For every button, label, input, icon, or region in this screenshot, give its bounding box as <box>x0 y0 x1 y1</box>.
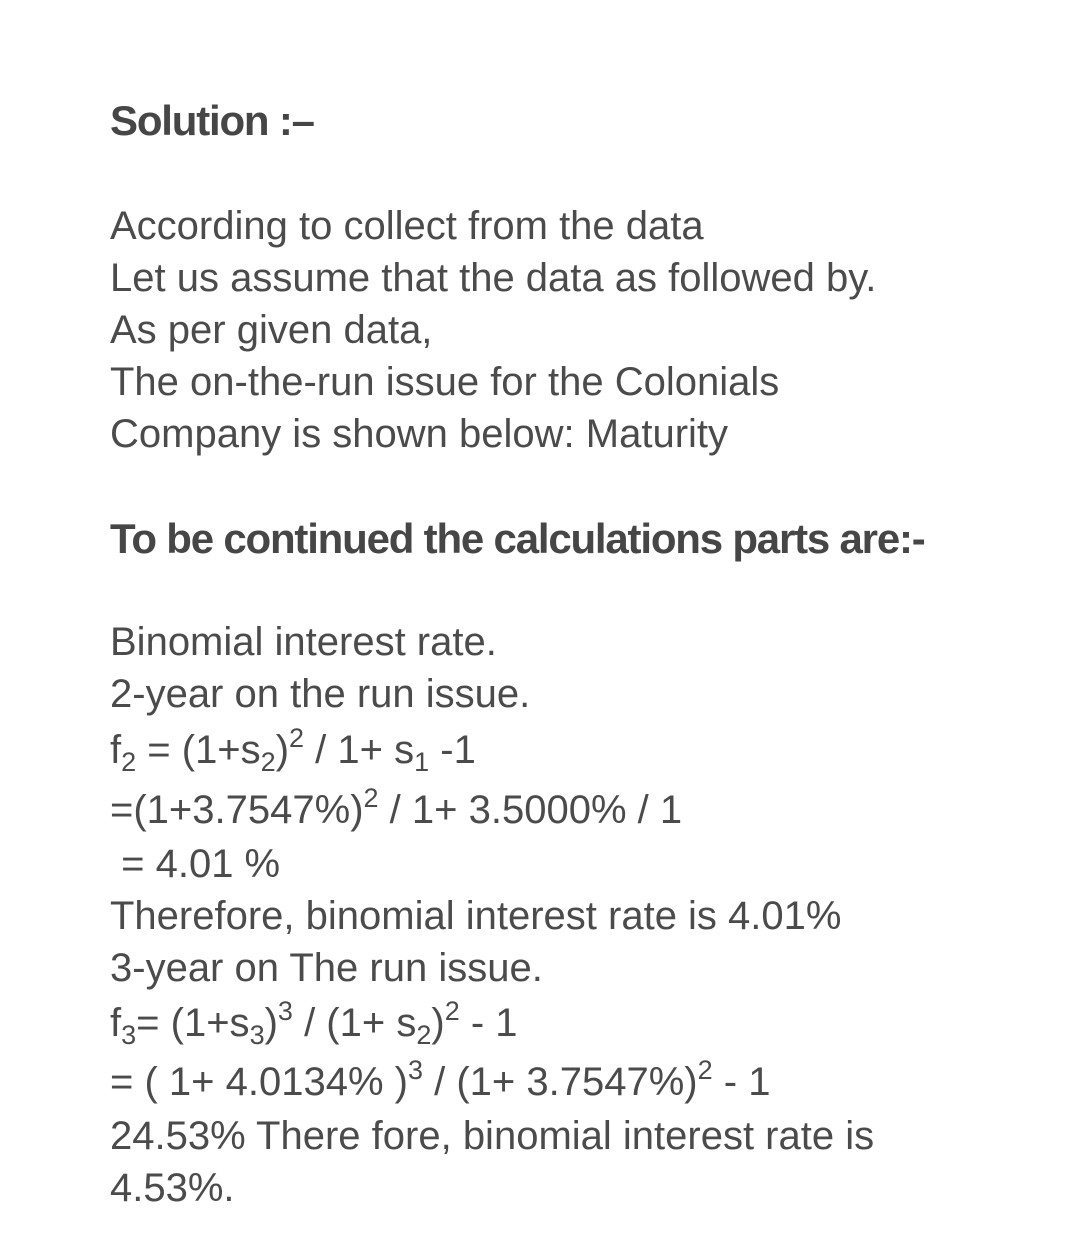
s2-subscript-f3: 2 <box>416 1020 432 1050</box>
two-year-title: 2-year on the run issue. <box>110 672 531 716</box>
f3-symbol: f <box>110 1001 122 1045</box>
f3-values-exponent-3: 3 <box>407 1055 423 1085</box>
f2-tail: -1 <box>429 728 476 772</box>
s1-subscript: 1 <box>414 747 430 777</box>
f3-tail: - 1 <box>459 1001 518 1045</box>
f3-mid: / (1+ s <box>292 1001 417 1045</box>
s3-subscript: 3 <box>249 1020 265 1050</box>
intro-line-2: Let us assume that the data as followed by. <box>110 256 877 300</box>
f3-close-1: ) <box>264 1001 278 1045</box>
three-year-title: 3-year on The run issue. <box>110 946 543 990</box>
f3-values-mid: / (1+ 3.7547%) <box>423 1060 698 1104</box>
f2-eq: = (1+s <box>136 728 261 772</box>
f3-eq: = (1+s <box>136 1001 250 1045</box>
f2-values-pre: =(1+3.7547%) <box>110 788 364 832</box>
s2-subscript: 2 <box>260 747 276 777</box>
f2-close: ) <box>275 728 290 772</box>
f3-formula <box>110 996 518 1050</box>
f2-rest: / 1+ s <box>304 728 415 772</box>
f3-conclusion-line-2: 4.53%. <box>110 1166 235 1210</box>
f3-subscript: 3 <box>121 1020 137 1050</box>
f3-exponent-2: 2 <box>444 996 460 1026</box>
f2-conclusion: Therefore, binomial interest rate is 4.01% <box>110 894 842 938</box>
f2-values <box>110 783 683 832</box>
f2-subscript: 2 <box>121 747 137 777</box>
intro-line-1: According to collect from the data <box>110 204 704 248</box>
f2-values-exponent: 2 <box>363 783 379 813</box>
f3-values-tail: - 1 <box>712 1060 771 1104</box>
intro-line-3: As per given data, <box>110 308 433 352</box>
f2-result: = 4.01 % <box>110 842 281 886</box>
f2-formula <box>110 723 476 777</box>
f3-close-2: ) <box>431 1001 445 1045</box>
f3-values-pre: = ( 1+ 4.0134% ) <box>110 1060 408 1104</box>
f3-values <box>110 1055 771 1104</box>
f3-exponent-3: 3 <box>277 996 293 1026</box>
solution-heading: Solution :– <box>110 97 314 144</box>
f2-symbol: f <box>110 728 122 772</box>
f3-conclusion-line-1: 24.53% There fore, binomial interest rate is <box>110 1114 875 1158</box>
f3-values-exponent-2: 2 <box>697 1055 713 1085</box>
f2-values-post: / 1+ 3.5000% / 1 <box>378 788 683 832</box>
intro-line-4: The on-the-run issue for the Colonials <box>110 360 780 404</box>
binomial-title: Binomial interest rate. <box>110 620 497 664</box>
intro-line-5: Company is shown below: Maturity <box>110 412 729 456</box>
continued-heading: To be continued the calculations parts are:- <box>110 515 925 562</box>
f2-exponent: 2 <box>289 723 305 753</box>
